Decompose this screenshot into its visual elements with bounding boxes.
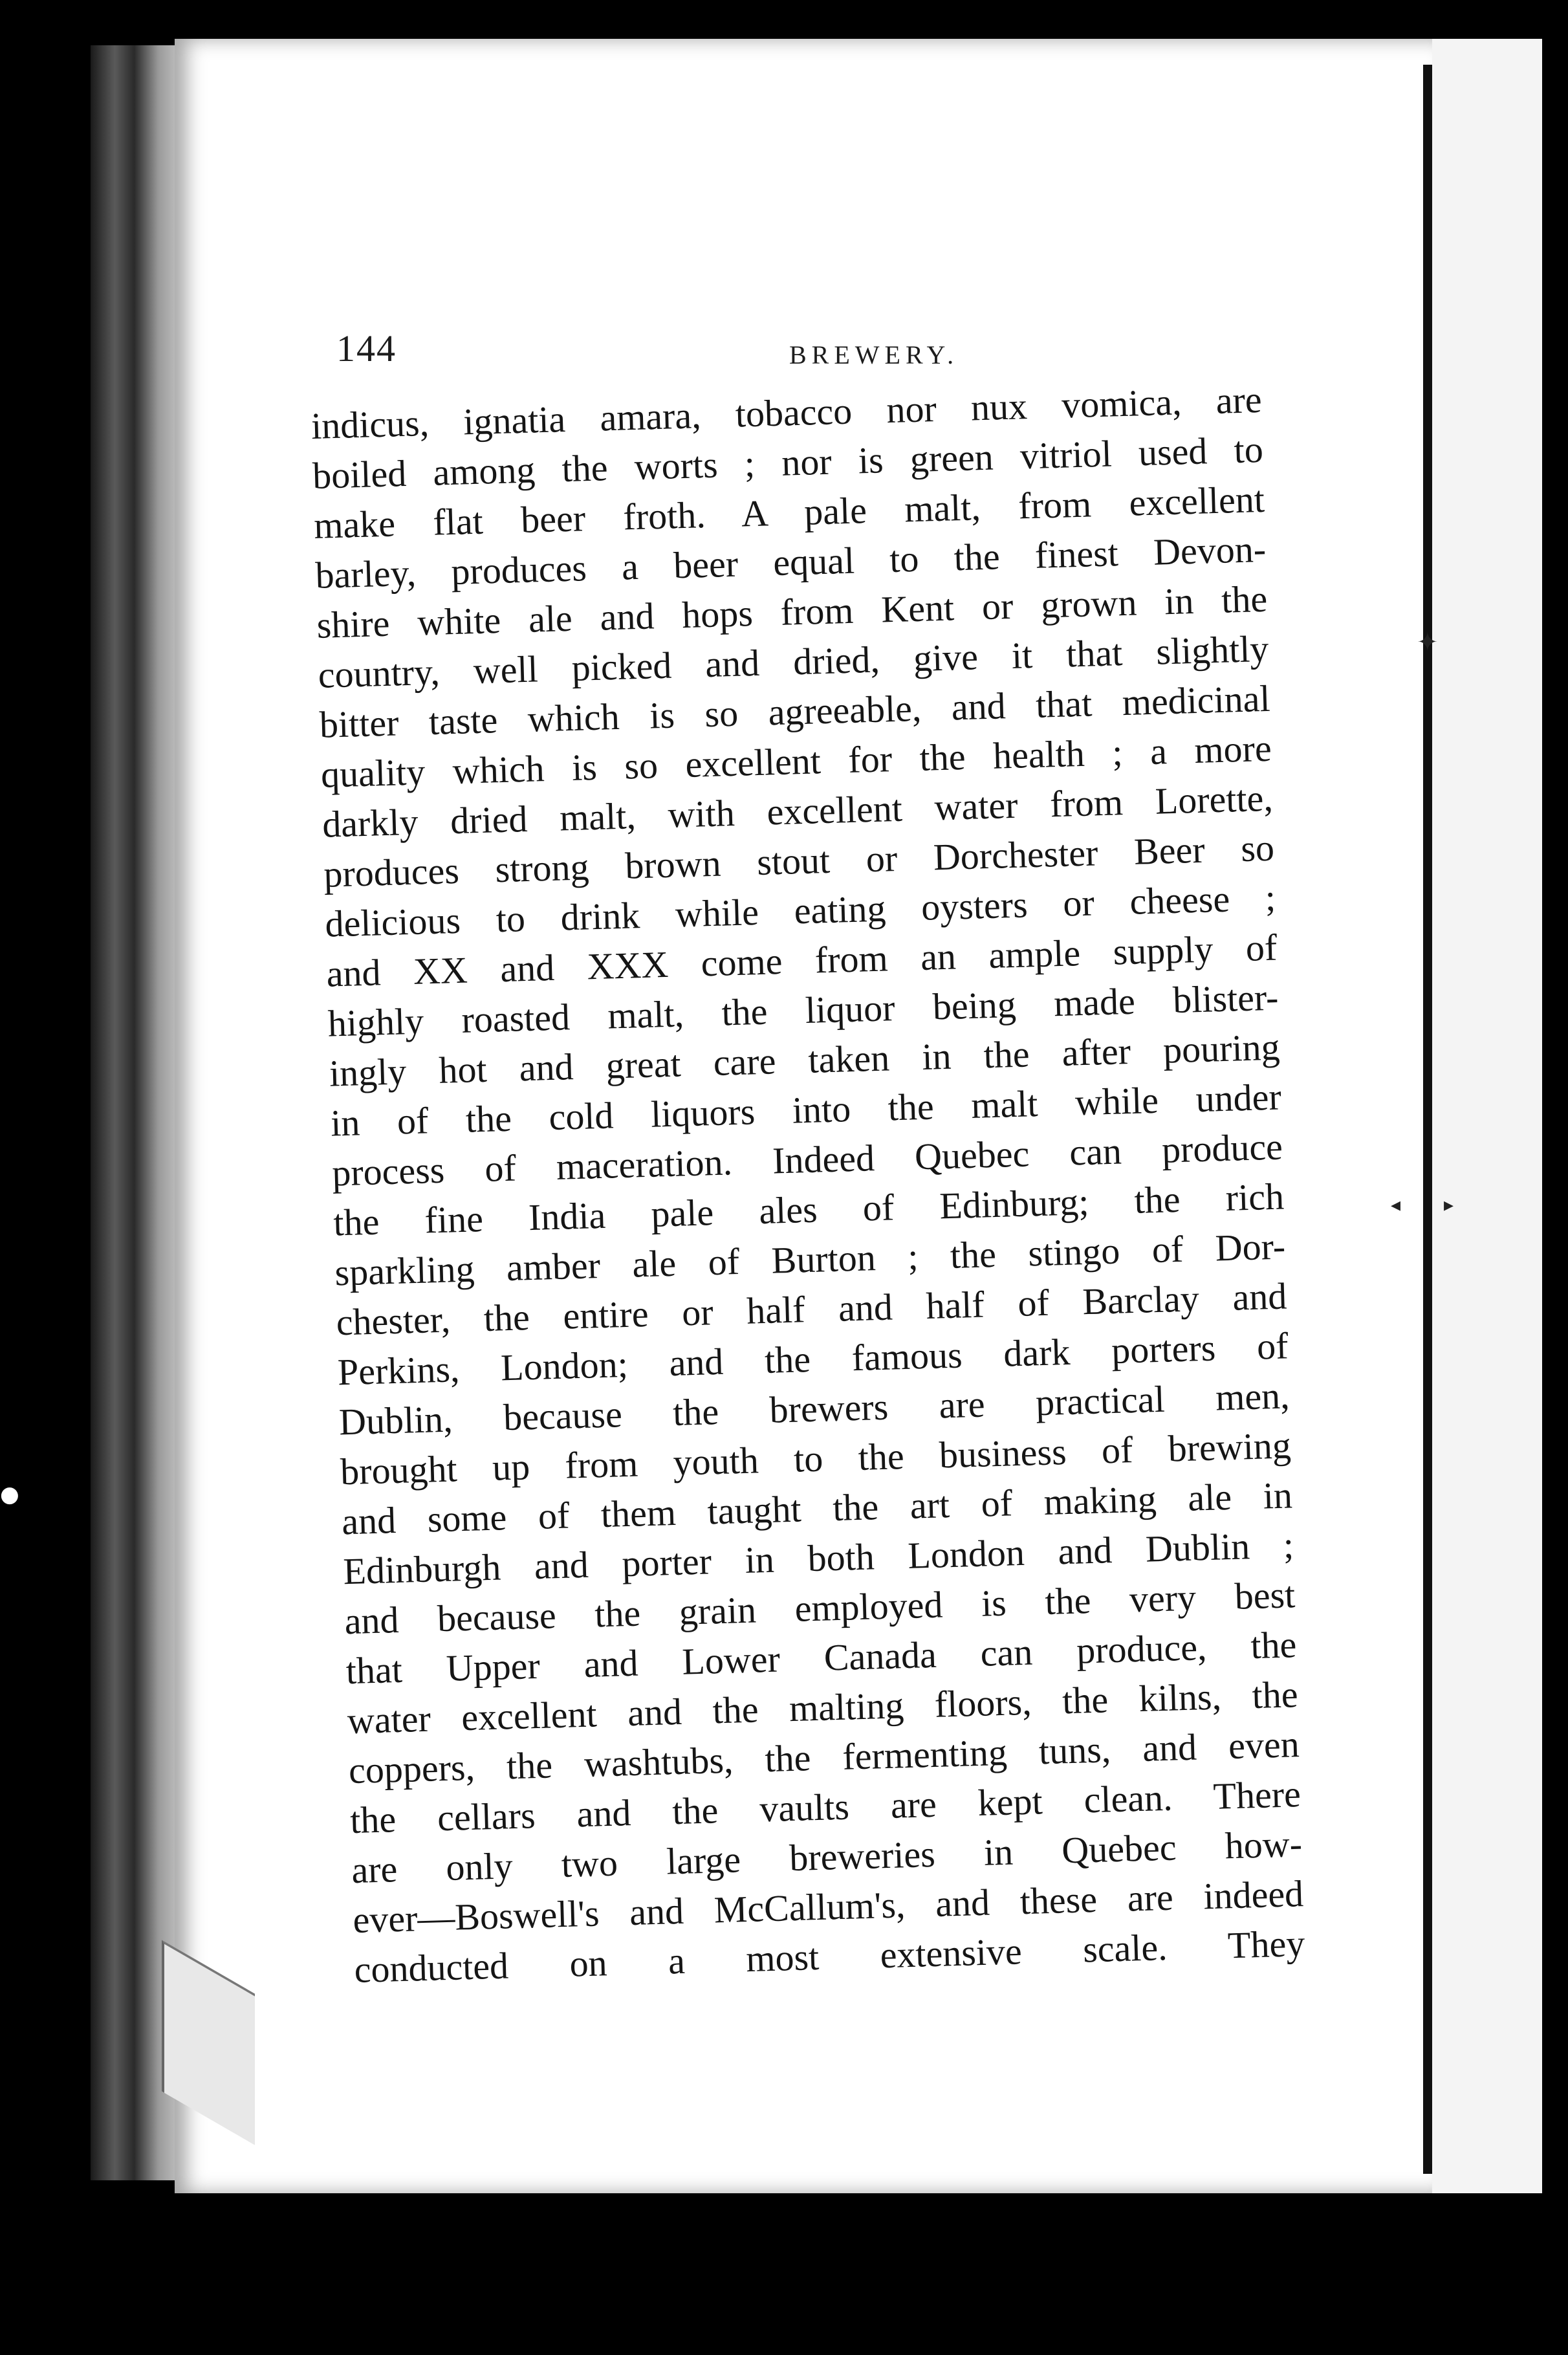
text-line: in of the cold liquors into the malt while under xyxy=(330,1075,1282,1145)
text-line: boiled among the worts ; nor is green vitriol used to xyxy=(312,428,1264,497)
text-line: and XX and XXX come from an ample supply of xyxy=(325,926,1278,995)
margin-mark-icon: ✦ xyxy=(1417,628,1439,657)
text-line: the fine India pale ales of Edinburg; the rich xyxy=(332,1175,1285,1244)
text-line: and some of them taught the art of making ale in xyxy=(341,1474,1293,1543)
edge-blot-icon: ● xyxy=(0,1482,19,1507)
text-line: quality which is so excellent for the health ; a more xyxy=(320,727,1272,796)
text-line: barley, produces a beer equal to the finest Devon- xyxy=(314,527,1267,597)
body-text xyxy=(310,375,1305,1995)
margin-arrow-left-icon: ◂ xyxy=(1391,1194,1401,1216)
text-line: produces strong brown stout or Dorchester Beer so xyxy=(323,826,1275,895)
text-line: delicious to drink while eating oysters or cheese ; xyxy=(324,876,1276,945)
text-line: Perkins, London; and the famous dark porters of xyxy=(337,1324,1289,1394)
text-line: make flat beer froth. A pale malt, from excellent xyxy=(313,477,1265,547)
page-number: 144 xyxy=(336,327,397,369)
text-line: Edinburgh and porter in both London and Dublin ; xyxy=(342,1524,1294,1593)
text-line: conducted on a most extensive scale. They xyxy=(353,1922,1306,1991)
text-line: are only two large breweries in Quebec how- xyxy=(351,1823,1303,1892)
text-line: ingly hot and great care taken in the after pouring xyxy=(329,1025,1281,1095)
text-line: that Upper and Lower Canada can produce, the xyxy=(345,1623,1298,1692)
facing-page-edge xyxy=(1432,39,1542,2193)
text-line: country, well picked and dried, give it that slightly xyxy=(317,627,1270,696)
text-line: brought up from youth to the business of brewing xyxy=(340,1424,1292,1493)
text-line: and because the grain employed is the very best xyxy=(343,1573,1296,1643)
page-edge-divider xyxy=(1423,65,1432,2174)
text-line: indicus, ignatia amara, tobacco nor nux vomica, are xyxy=(310,378,1263,447)
text-line: water excellent and the malting floors, the kilns, the xyxy=(347,1673,1299,1742)
text-line: process of maceration. Indeed Quebec can produce xyxy=(331,1125,1283,1194)
text-line: highly roasted malt, the liquor being made blister- xyxy=(327,976,1279,1045)
text-line: the cellars and the vaults are kept clean. There xyxy=(349,1773,1301,1842)
text-line: coppers, the washtubs, the fermenting tuns, and even xyxy=(348,1723,1300,1792)
text-line: chester, the entire or half and half of Barclay and xyxy=(335,1275,1288,1344)
running-title: BREWERY. xyxy=(789,340,959,369)
text-line: shire white ale and hops from Kent or grown in the xyxy=(316,577,1269,646)
text-line: bitter taste which is so agreeable, and that medicinal xyxy=(319,677,1271,746)
text-line: ever—Boswell's and McCallum's, and these are indeed xyxy=(352,1872,1304,1942)
text-line: darkly dried malt, with excellent water from Lorette, xyxy=(321,776,1274,846)
binding-gutter xyxy=(91,45,188,2180)
text-line: sparkling amber ale of Burton ; the stingo of Dor- xyxy=(334,1225,1286,1294)
margin-arrow-right-icon: ▸ xyxy=(1444,1194,1454,1216)
text-line: Dublin, because the brewers are practical men, xyxy=(338,1374,1290,1443)
